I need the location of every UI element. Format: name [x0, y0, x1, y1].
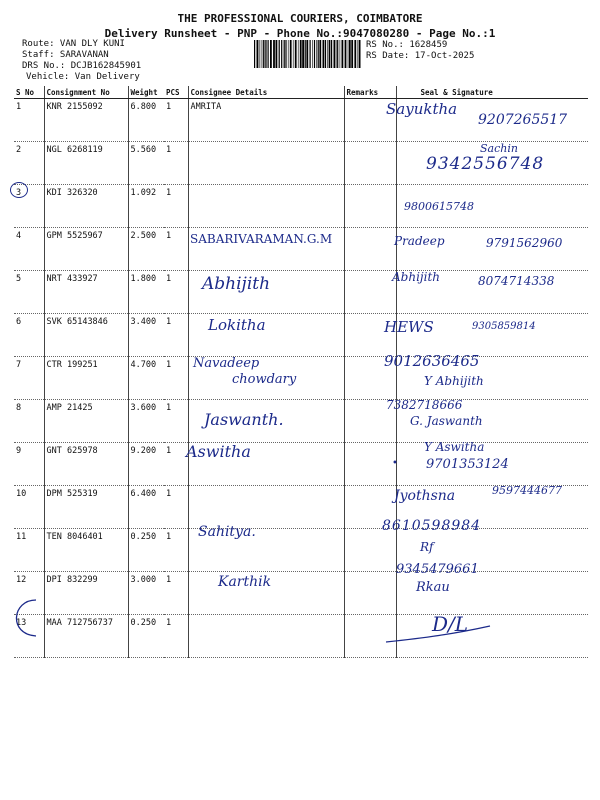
- row-13-signature-stroke: [384, 608, 494, 648]
- cell-consignment: TEN 8046401: [44, 529, 128, 572]
- cell-pcs: 1: [164, 99, 188, 142]
- staff-label: Staff: SARAVANAN: [22, 50, 109, 60]
- cell-weight: 6.800: [128, 99, 164, 142]
- col-pcs: PCS: [164, 86, 188, 99]
- cell-sno: 12: [14, 572, 44, 615]
- cell-consignment: MAA 712756737: [44, 615, 128, 658]
- cell-remarks: [344, 142, 396, 185]
- consignee-4: SABARIVARAMAN.G.M: [190, 232, 333, 246]
- consignee-11: Sahitya.: [198, 524, 256, 540]
- col-consignment: Consignment No: [44, 86, 128, 99]
- table-header-row: [14, 86, 588, 99]
- cell-pcs: 1: [164, 400, 188, 443]
- phone-2: 9342556748: [426, 154, 545, 174]
- cell-pcs: 1: [164, 572, 188, 615]
- cell-consignment: KDI 326320: [44, 185, 128, 228]
- cell-pcs: 1: [164, 314, 188, 357]
- cell-consignment: AMP 21425: [44, 400, 128, 443]
- cell-pcs: 1: [164, 529, 188, 572]
- cell-consignee: [188, 486, 344, 529]
- cell-weight: 3.400: [128, 314, 164, 357]
- cell-pcs: 1: [164, 615, 188, 658]
- cell-sno: 4: [14, 228, 44, 271]
- phone-8: 7382718666: [386, 398, 463, 412]
- signature-1: Sayuktha: [386, 100, 458, 118]
- cell-consignment: GPM 5525967: [44, 228, 128, 271]
- phone-6: 9305859814: [472, 321, 536, 332]
- cell-sno: 2: [14, 142, 44, 185]
- consignee-8: Jaswanth.: [204, 410, 284, 429]
- barcode-image: [254, 40, 362, 68]
- phone-5: 8074714338: [478, 274, 555, 288]
- cell-consignee: [188, 142, 344, 185]
- consignee-9: Aswitha: [186, 442, 251, 461]
- signature-8: G. Jaswanth: [410, 414, 483, 428]
- consignee-7b: chowdary: [232, 372, 297, 387]
- signature-4: Pradeep: [394, 234, 445, 248]
- cell-consignee: AMRITA: [188, 99, 344, 142]
- table-row: [14, 529, 588, 572]
- consignee-12: Karthik: [218, 574, 272, 590]
- cell-weight: 6.400: [128, 486, 164, 529]
- runsheet-title: Delivery Runsheet - PNP - Phone No.:9047080280 - Page No.:1: [104, 27, 496, 40]
- signature-7: Y Abhijith: [424, 374, 484, 388]
- phone-7: 9012636465: [384, 352, 480, 370]
- cell-sno: 6: [14, 314, 44, 357]
- cell-weight: 0.250: [128, 529, 164, 572]
- consignee-6: Lokitha: [208, 316, 266, 334]
- cell-pcs: 1: [164, 185, 188, 228]
- cell-sno: 3: [14, 185, 44, 228]
- signature-13: D/L: [432, 612, 469, 636]
- cell-remarks: [344, 185, 396, 228]
- col-remarks: Remarks: [344, 86, 396, 99]
- cell-consignee: [188, 185, 344, 228]
- cell-sno: 8: [14, 400, 44, 443]
- cell-consignee: [188, 615, 344, 658]
- name-2: Sachin: [480, 142, 518, 155]
- signature-11: Rf: [420, 540, 434, 554]
- cell-sno: 1: [14, 99, 44, 142]
- cell-pcs: 1: [164, 228, 188, 271]
- cell-consignment: SVK 65143846: [44, 314, 128, 357]
- cell-sno: 9: [14, 443, 44, 486]
- table-row: [14, 314, 588, 357]
- cell-sno: 13: [14, 615, 44, 658]
- route-label: Route: VAN DLY KUNI: [22, 39, 125, 49]
- table-row: [14, 357, 588, 400]
- cell-consignment: CTR 199251: [44, 357, 128, 400]
- cell-pcs: 1: [164, 271, 188, 314]
- cell-pcs: 1: [164, 443, 188, 486]
- cell-pcs: 1: [164, 142, 188, 185]
- table-row: [14, 572, 588, 615]
- cell-remarks: [344, 271, 396, 314]
- cell-remarks: [344, 228, 396, 271]
- cell-weight: 0.250: [128, 615, 164, 658]
- signature-12: Rkau: [416, 580, 450, 595]
- cell-consignment: DPM 525319: [44, 486, 128, 529]
- cell-weight: 9.200: [128, 443, 164, 486]
- rs-number: RS No.: 1628459: [366, 40, 448, 50]
- cell-weight: 3.600: [128, 400, 164, 443]
- cell-weight: 3.000: [128, 572, 164, 615]
- phone-4: 9791562960: [486, 236, 563, 250]
- cell-consignment: DPI 832299: [44, 572, 128, 615]
- cell-pcs: 1: [164, 486, 188, 529]
- company-title: THE PROFESSIONAL COURIERS, COIMBATORE: [177, 12, 423, 25]
- phone-11: 8610598984: [382, 518, 482, 534]
- signature-6: HEWS: [384, 318, 434, 336]
- cell-consignment: KNR 2155092: [44, 99, 128, 142]
- col-sno: S No: [14, 86, 44, 99]
- cell-remarks: [344, 529, 396, 572]
- signature-9: Y Aswitha: [424, 440, 485, 454]
- signature-10: Jyothsna: [394, 488, 456, 504]
- row-13-mark: [6, 596, 46, 640]
- consignee-5: Abhijith: [202, 274, 271, 294]
- table-row: [14, 615, 588, 658]
- cell-consignment: NGL 6268119: [44, 142, 128, 185]
- col-seal-signature: Seal & Signature: [396, 86, 588, 99]
- cell-weight: 5.560: [128, 142, 164, 185]
- cell-sno: 10: [14, 486, 44, 529]
- col-consignee: Consignee Details: [188, 86, 344, 99]
- col-weight: Weight: [128, 86, 164, 99]
- cell-sno: 5: [14, 271, 44, 314]
- phone-10: 9597444677: [492, 484, 562, 497]
- cell-pcs: 1: [164, 357, 188, 400]
- cell-weight: 4.700: [128, 357, 164, 400]
- cell-remarks: [344, 443, 396, 486]
- cell-sno: 11: [14, 529, 44, 572]
- cell-sno: 7: [14, 357, 44, 400]
- table-row: [14, 185, 588, 228]
- phone-3: 9800615748: [404, 200, 474, 213]
- vehicle-label: Vehicle: Van Delivery: [26, 72, 140, 82]
- row-3-mark-circle: [10, 182, 28, 198]
- phone-1: 9207265517: [478, 112, 568, 128]
- rs-date: RS Date: 17-Oct-2025: [366, 51, 475, 61]
- cell-consignment: GNT 625978: [44, 443, 128, 486]
- cell-weight: 1.800: [128, 271, 164, 314]
- consignee-7a: Navadeep: [193, 356, 260, 371]
- cell-weight: 1.092: [128, 185, 164, 228]
- cell-weight: 2.500: [128, 228, 164, 271]
- phone-12: 9345479661: [396, 562, 479, 577]
- signature-5: Abhijith: [392, 270, 441, 284]
- cell-consignment: NRT 433927: [44, 271, 128, 314]
- drs-number: DRS No.: DCJB162845901: [22, 61, 142, 71]
- phone-9: 9701353124: [426, 457, 509, 472]
- table-row: [14, 400, 588, 443]
